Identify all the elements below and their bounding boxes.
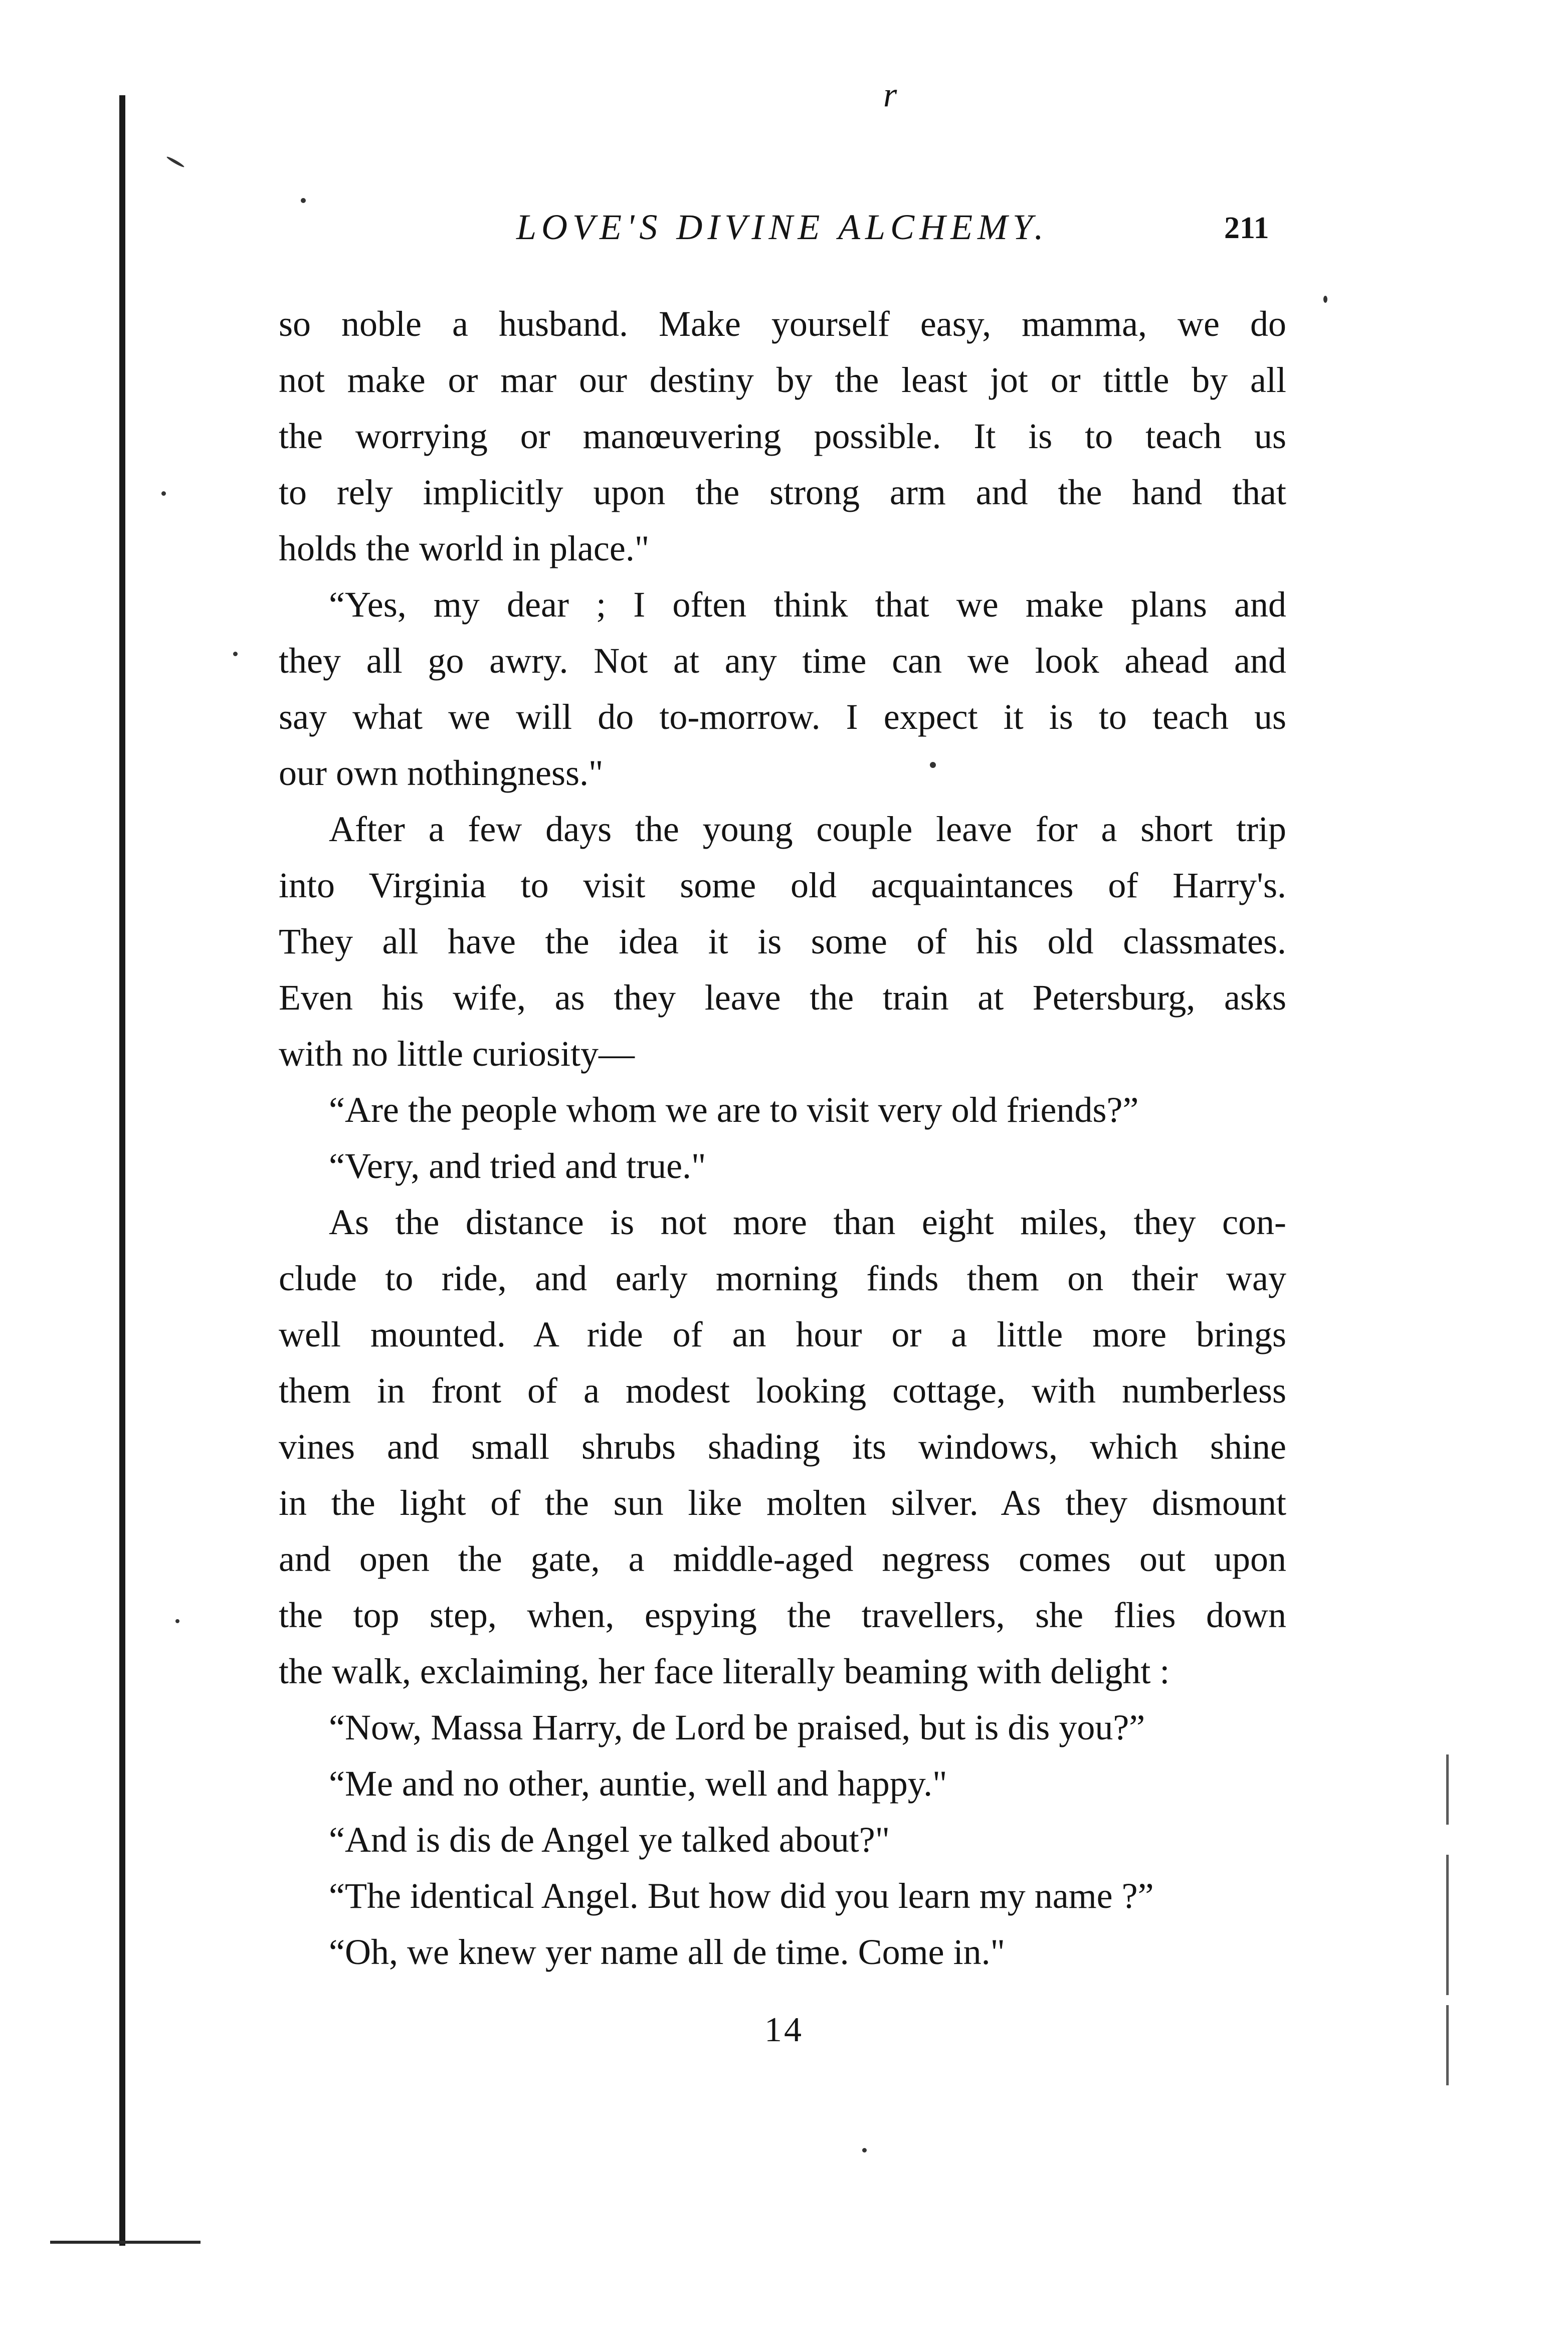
margin-pencil-mark: r (883, 76, 897, 114)
text-line: “Yes, my dear ; I often think that we make plans and (329, 584, 1286, 625)
text-line: they all go awry. Not at any time can we look ahead and (279, 641, 1286, 681)
text-line: them in front of a modest looking cottage, with numberless (279, 1370, 1286, 1411)
scan-speck (175, 1619, 179, 1623)
text-line: the top step, when, espying the travellers, she flies down (279, 1595, 1286, 1635)
text-line: Even his wife, as they leave the train at Petersburg, asks (279, 977, 1286, 1018)
text-line: “Me and no other, auntie, well and happy." (329, 1764, 947, 1804)
right-margin-mark (1446, 1754, 1449, 1825)
text-line: our own nothingness." (279, 753, 604, 793)
text-line: in the light of the sun like molten silver. As they dismount (279, 1483, 1286, 1523)
text-line: holds the world in place." (279, 528, 650, 568)
text-line: say what we will do to-morrow. I expect it is to teach us (279, 697, 1286, 737)
body-text (279, 296, 1286, 1980)
scan-speck (166, 155, 185, 168)
text-line: well mounted. A ride of an hour or a little more brings (279, 1314, 1286, 1354)
text-line: “Oh, we knew yer name all de time. Come in." (329, 1932, 1005, 1972)
text-line: into Virginia to visit some old acquaintances of Harry's. (279, 865, 1286, 905)
text-line: so noble a husband. Make yourself easy, mamma, we do (279, 304, 1286, 344)
bottom-edge-mark (50, 2241, 201, 2244)
page-number: 211 (1224, 211, 1269, 245)
signature-mark: 14 (764, 2011, 804, 2049)
text-line: clude to ride, and early morning finds them on their way (279, 1258, 1286, 1298)
text-line: “Now, Massa Harry, de Lord be praised, but is dis you?” (329, 1707, 1145, 1747)
text-line: to rely implicitly upon the strong arm and the hand that (279, 472, 1286, 512)
text-line: the walk, exclaiming, her face literally beaming with delight : (279, 1651, 1170, 1691)
text-line: “Very, and tried and true." (329, 1146, 706, 1186)
running-title: LOVE'S DIVINE ALCHEMY. (516, 207, 1049, 247)
text-line: “The identical Angel. But how did you learn my name ?” (329, 1876, 1154, 1916)
text-line: with no little curiosity— (279, 1034, 635, 1074)
right-margin-mark (1446, 1855, 1449, 1995)
page-header (0, 195, 1568, 256)
text-line: the worrying or manœuvering possible. It is to teach us (279, 416, 1286, 456)
text-line: not make or mar our destiny by the least jot or tittle by all (279, 360, 1286, 400)
text-line: As the distance is not more than eight miles, they con- (329, 1202, 1286, 1242)
text-line: They all have the idea it is some of his old classmates. (279, 921, 1286, 961)
scan-speck (1323, 296, 1327, 303)
text-line: After a few days the young couple leave for a short trip (329, 809, 1286, 849)
scan-speck (161, 491, 166, 496)
text-line: and open the gate, a middle-aged negress comes out upon (279, 1539, 1286, 1579)
page-binding-edge (119, 95, 125, 2246)
scan-speck (862, 2148, 867, 2152)
text-line: “Are the people whom we are to visit very old friends?” (329, 1090, 1139, 1130)
text-line: “And is dis de Angel ye talked about?" (329, 1820, 890, 1860)
text-line: vines and small shrubs shading its windows, which shine (279, 1427, 1286, 1467)
scan-speck (233, 652, 238, 656)
